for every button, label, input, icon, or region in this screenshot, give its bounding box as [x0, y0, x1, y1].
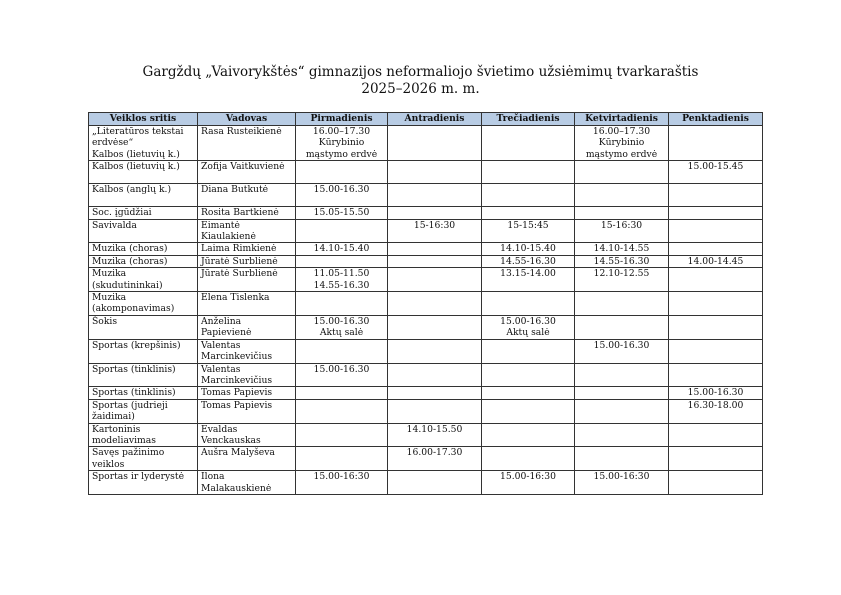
cell-text: 15.00-16.30: [687, 387, 744, 399]
cell-text: 15.00-15.45: [687, 161, 744, 173]
cell-friday: [669, 255, 763, 267]
cell-teacher: [198, 184, 296, 207]
cell-teacher: [198, 363, 296, 387]
cell-text: Soc. įgūdžiai: [92, 207, 152, 219]
schedule-table: [88, 112, 763, 495]
cell-text: 16.00–17.30: [312, 126, 371, 137]
cell-tuesday: [388, 243, 482, 255]
cell-monday: [296, 126, 388, 161]
cell-text: Kalbos (lietuvių k.): [92, 161, 180, 173]
cell-text: Sportas (tinklinis): [92, 363, 176, 375]
cell-text: Valentas: [201, 363, 241, 375]
cell-friday: [669, 184, 763, 207]
cell-monday: [296, 207, 388, 219]
cell-text: 15.00-16.30: [313, 184, 370, 196]
cell-teacher: [198, 161, 296, 184]
cell-text: 15-16:30: [413, 219, 456, 231]
cell-teacher: [198, 423, 296, 447]
column-header-teacher: Vadovas: [198, 113, 296, 126]
cell-wednesday: [482, 387, 575, 399]
cell-thursday: [575, 423, 669, 447]
cell-wednesday: [482, 184, 575, 207]
cell-text: Eimantė: [201, 219, 240, 231]
cell-activity-area: [89, 292, 198, 316]
cell-text: Venckauskas: [201, 434, 261, 446]
cell-teacher: [198, 447, 296, 471]
cell-activity-area: [89, 315, 198, 339]
cell-text: Sportas ir lyderystė: [92, 471, 185, 483]
cell-friday: [669, 339, 763, 363]
cell-thursday: [575, 471, 669, 495]
cell-text: 15.00-16:30: [313, 471, 370, 483]
cell-thursday: [575, 399, 669, 423]
cell-text: 14.10-14.55: [593, 243, 650, 255]
cell-wednesday: [482, 161, 575, 184]
cell-activity-area: [89, 255, 198, 267]
cell-friday: [669, 363, 763, 387]
cell-teacher: [198, 243, 296, 255]
cell-thursday: [575, 268, 669, 292]
cell-teacher: [198, 126, 296, 161]
table-row: [89, 292, 763, 316]
cell-wednesday: [482, 268, 575, 292]
cell-text: Sportas (krepšinis): [92, 339, 181, 351]
cell-wednesday: [482, 255, 575, 267]
cell-text: 15.00-16.30: [500, 315, 556, 327]
cell-activity-area: [89, 207, 198, 219]
cell-thursday: [575, 387, 669, 399]
cell-teacher: [198, 219, 296, 243]
cell-activity-area: [89, 126, 198, 161]
column-header-wednesday: Trečiadienis: [482, 113, 575, 126]
cell-text: Sportas (judrieji: [92, 399, 168, 411]
table-row: [89, 447, 763, 471]
cell-teacher: [198, 339, 296, 363]
cell-text: Muzika (choras): [92, 255, 168, 267]
cell-friday: [669, 207, 763, 219]
cell-text: 15.05-15.50: [313, 207, 370, 219]
cell-thursday: [575, 447, 669, 471]
cell-teacher: [198, 471, 296, 495]
table-row: [89, 207, 763, 219]
cell-text: Muzika: [92, 292, 127, 304]
cell-activity-area: [89, 399, 198, 423]
cell-text: Kalbos (anglų k.): [92, 184, 172, 196]
cell-monday: [296, 363, 388, 387]
cell-text: Muzika: [92, 268, 127, 280]
cell-text: 14.10-15.40: [500, 243, 556, 255]
cell-friday: [669, 268, 763, 292]
school-year: 2025–2026 m. m.: [361, 81, 480, 97]
cell-wednesday: [482, 423, 575, 447]
header-row: [89, 113, 763, 126]
cell-friday: [669, 243, 763, 255]
cell-text: Savęs pažinimo: [92, 447, 165, 459]
cell-text: Kūrybinio: [598, 137, 645, 149]
cell-text: 15.00-16.30: [313, 315, 370, 327]
cell-activity-area: [89, 471, 198, 495]
cell-text: mąstymo erdvė: [305, 148, 378, 160]
cell-activity-area: [89, 268, 198, 292]
column-header-tuesday: Antradienis: [388, 113, 482, 126]
table-row: [89, 184, 763, 207]
cell-activity-area: [89, 423, 198, 447]
cell-tuesday: [388, 219, 482, 243]
cell-monday: [296, 399, 388, 423]
cell-text: 14.10-15.50: [406, 423, 463, 435]
cell-text: (akomponavimas): [92, 303, 175, 315]
cell-friday: [669, 126, 763, 161]
cell-text: Kartoninis: [92, 423, 141, 435]
cell-wednesday: [482, 471, 575, 495]
cell-teacher: [198, 399, 296, 423]
cell-thursday: [575, 161, 669, 184]
cell-tuesday: [388, 268, 482, 292]
cell-friday: [669, 292, 763, 316]
cell-friday: [669, 315, 763, 339]
cell-text: Muzika (choras): [92, 243, 168, 255]
cell-text: Marcinkevičius: [201, 374, 273, 386]
cell-text: Elena Tislenka: [201, 292, 270, 304]
cell-text: 16.30-18.00: [687, 399, 744, 411]
cell-text: 16.00-17.30: [406, 447, 463, 459]
cell-text: Kalbos (lietuvių k.): [92, 148, 180, 160]
cell-activity-area: [89, 184, 198, 207]
cell-teacher: [198, 207, 296, 219]
cell-thursday: [575, 219, 669, 243]
cell-text: 14.55-16.30: [593, 255, 650, 267]
cell-text: Savivalda: [92, 219, 137, 231]
table-row: [89, 255, 763, 267]
cell-tuesday: [388, 399, 482, 423]
cell-text: Laima Rimkienė: [201, 243, 277, 255]
cell-tuesday: [388, 292, 482, 316]
table-row: [89, 363, 763, 387]
schedule-body: [89, 126, 763, 495]
cell-monday: [296, 315, 388, 339]
cell-activity-area: [89, 339, 198, 363]
table-row: [89, 126, 763, 161]
cell-text: (skudutininkai): [92, 279, 163, 291]
cell-tuesday: [388, 255, 482, 267]
table-row: [89, 219, 763, 243]
cell-thursday: [575, 292, 669, 316]
cell-friday: [669, 399, 763, 423]
cell-friday: [669, 219, 763, 243]
cell-text: žaidimai): [92, 411, 135, 423]
table-row: [89, 339, 763, 363]
cell-text: Valentas: [201, 339, 241, 351]
cell-friday: [669, 161, 763, 184]
cell-text: 15.00-16:30: [593, 471, 650, 483]
cell-activity-area: [89, 447, 198, 471]
cell-text: 14.10-15.40: [313, 243, 370, 255]
cell-text: Rosita Bartkienė: [201, 207, 279, 219]
cell-teacher: [198, 292, 296, 316]
cell-thursday: [575, 339, 669, 363]
cell-monday: [296, 339, 388, 363]
table-row: [89, 423, 763, 447]
cell-wednesday: [482, 315, 575, 339]
cell-tuesday: [388, 207, 482, 219]
cell-text: modeliavimas: [92, 434, 156, 446]
cell-monday: [296, 243, 388, 255]
cell-thursday: [575, 184, 669, 207]
cell-activity-area: [89, 219, 198, 243]
cell-monday: [296, 184, 388, 207]
table-row: [89, 315, 763, 339]
table-row: [89, 399, 763, 423]
table-row: [89, 243, 763, 255]
cell-wednesday: [482, 243, 575, 255]
cell-friday: [669, 423, 763, 447]
cell-wednesday: [482, 339, 575, 363]
cell-text: 15-16:30: [600, 219, 643, 231]
cell-wednesday: [482, 447, 575, 471]
cell-text: 14.55-16.30: [313, 279, 370, 291]
cell-monday: [296, 255, 388, 267]
cell-text: Aušra Malyševa: [201, 447, 275, 459]
cell-text: Kiaulakienė: [201, 231, 256, 243]
cell-text: 12.10-12.55: [593, 268, 650, 280]
cell-text: Evaldas: [201, 423, 238, 435]
cell-friday: [669, 447, 763, 471]
column-header-thursday: Ketvirtadienis: [575, 113, 669, 126]
cell-monday: [296, 268, 388, 292]
column-header-activity-area: Veiklos sritis: [89, 113, 198, 126]
column-header-friday: Penktadienis: [669, 113, 763, 126]
cell-activity-area: [89, 243, 198, 255]
cell-text: Ilona: [201, 471, 225, 483]
cell-text: mąstymo erdvė: [585, 148, 658, 160]
cell-text: Diana Butkutė: [201, 184, 269, 196]
cell-text: 15.00-16.30: [313, 363, 370, 375]
cell-text: 16.00–17.30: [592, 126, 651, 137]
cell-text: 15.00-16.30: [593, 339, 650, 351]
cell-teacher: [198, 387, 296, 399]
cell-tuesday: [388, 184, 482, 207]
cell-text: Anželina: [201, 315, 242, 327]
cell-tuesday: [388, 363, 482, 387]
cell-tuesday: [388, 423, 482, 447]
cell-activity-area: [89, 387, 198, 399]
cell-text: Malakauskienė: [201, 482, 272, 494]
cell-monday: [296, 471, 388, 495]
cell-text: Jūratė Surblienė: [201, 268, 278, 280]
cell-wednesday: [482, 363, 575, 387]
cell-tuesday: [388, 315, 482, 339]
cell-teacher: [198, 315, 296, 339]
cell-text: Tomas Papievis: [201, 387, 273, 399]
cell-activity-area: [89, 161, 198, 184]
cell-friday: [669, 387, 763, 399]
cell-text: Marcinkevičius: [201, 351, 273, 363]
cell-tuesday: [388, 387, 482, 399]
cell-text: Kūrybinio: [318, 137, 365, 149]
cell-monday: [296, 161, 388, 184]
cell-thursday: [575, 243, 669, 255]
cell-monday: [296, 423, 388, 447]
cell-wednesday: [482, 126, 575, 161]
cell-thursday: [575, 315, 669, 339]
document-title: Gargždų „Vaivorykštės“ gimnazijos neformaliojo švietimo užsiėmimų tvarkaraštis: [142, 64, 699, 80]
cell-text: erdvėse“: [92, 137, 134, 149]
cell-monday: [296, 387, 388, 399]
cell-text: Jūratė Surblienė: [201, 255, 278, 267]
cell-friday: [669, 471, 763, 495]
cell-tuesday: [388, 161, 482, 184]
cell-text: 13.15-14.00: [500, 268, 556, 280]
cell-text: 14.55-16.30: [500, 255, 556, 267]
column-header-monday: Pirmadienis: [296, 113, 388, 126]
cell-text: „Literatūros tekstai: [92, 126, 184, 137]
cell-text: 14.00-14.45: [687, 255, 744, 267]
cell-text: Aktų salė: [319, 327, 364, 339]
table-row: [89, 387, 763, 399]
cell-teacher: [198, 255, 296, 267]
cell-thursday: [575, 255, 669, 267]
cell-text: Tomas Papievis: [201, 399, 273, 411]
cell-text: 15-15:45: [507, 219, 549, 231]
cell-tuesday: [388, 447, 482, 471]
cell-activity-area: [89, 363, 198, 387]
cell-tuesday: [388, 126, 482, 161]
cell-text: 11.05-11.50: [313, 268, 370, 280]
cell-teacher: [198, 268, 296, 292]
cell-text: Aktų salė: [506, 327, 550, 339]
cell-wednesday: [482, 399, 575, 423]
cell-wednesday: [482, 219, 575, 243]
cell-text: Papievienė: [201, 327, 252, 339]
cell-tuesday: [388, 471, 482, 495]
cell-text: Rasa Rusteikienė: [201, 126, 282, 137]
cell-tuesday: [388, 339, 482, 363]
cell-monday: [296, 292, 388, 316]
cell-thursday: [575, 126, 669, 161]
cell-wednesday: [482, 207, 575, 219]
table-row: [89, 161, 763, 184]
table-row: [89, 268, 763, 292]
cell-monday: [296, 219, 388, 243]
cell-text: 15.00-16:30: [500, 471, 556, 483]
cell-wednesday: [482, 292, 575, 316]
cell-text: Šokis: [92, 315, 118, 327]
cell-monday: [296, 447, 388, 471]
cell-text: Zofija Vaitkuvienė: [201, 161, 285, 173]
cell-text: Sportas (tinklinis): [92, 387, 176, 399]
cell-thursday: [575, 207, 669, 219]
cell-thursday: [575, 363, 669, 387]
cell-text: veiklos: [92, 458, 125, 470]
table-row: [89, 471, 763, 495]
